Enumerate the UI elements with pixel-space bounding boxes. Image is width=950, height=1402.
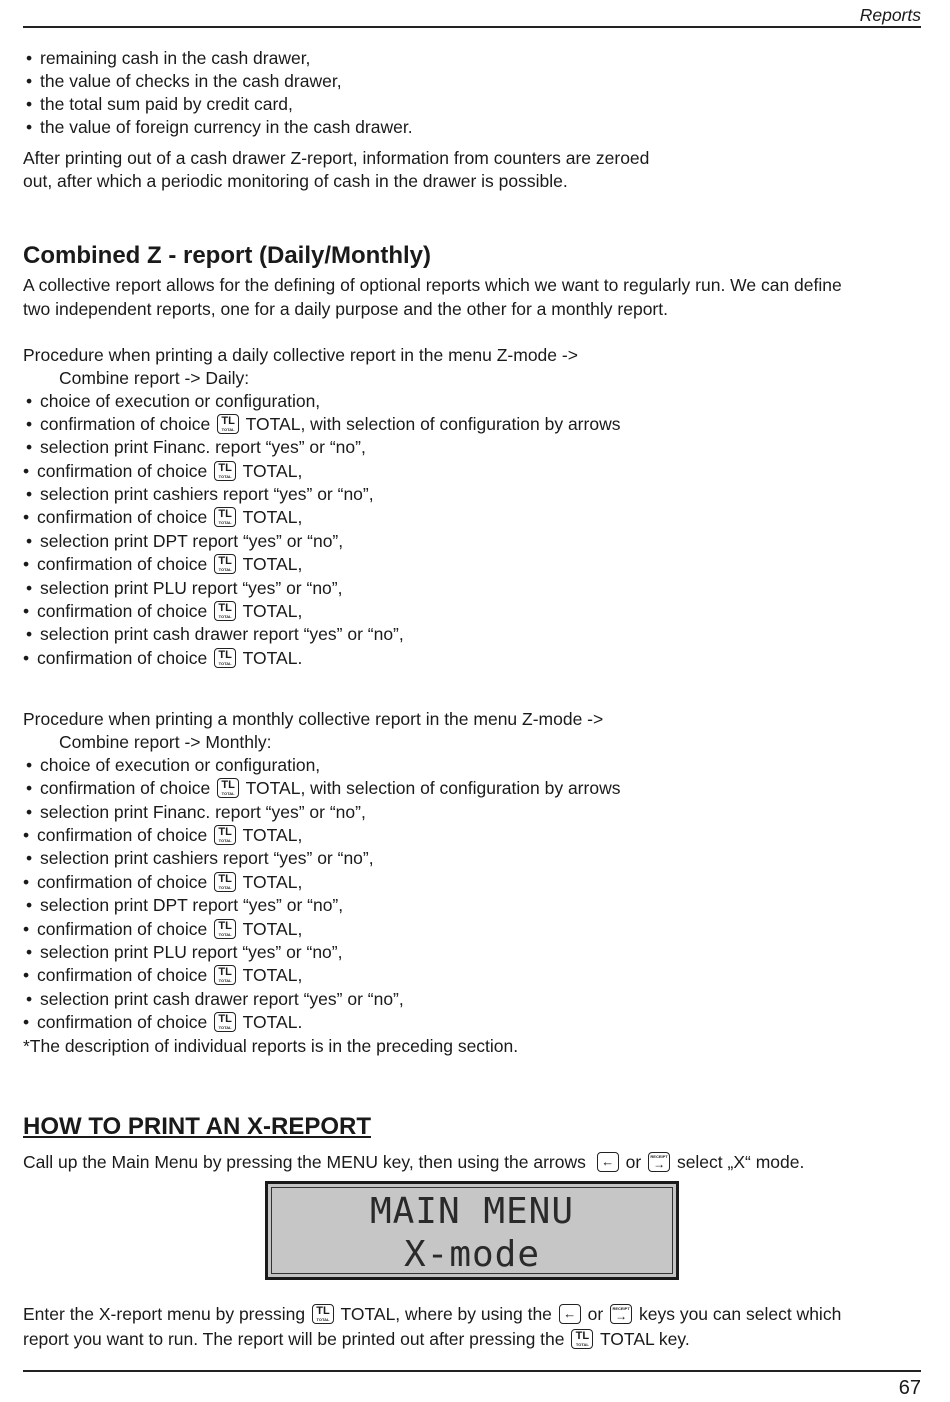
list-item: • confirmation of choice TL TOTAL TOTAL, [23, 825, 303, 845]
lcd-screen [271, 1187, 673, 1274]
left-arrow-key-icon: ← [559, 1304, 581, 1324]
tl-total-key-icon: TL TOTAL [214, 919, 236, 939]
tl-total-key-icon: TL TOTAL [214, 648, 236, 668]
list-item: • the value of checks in the cash drawer, [26, 71, 342, 91]
page-number: 67 [898, 1377, 921, 1399]
tl-total-key-icon: TL TOTAL [214, 601, 236, 621]
list-item: • the total sum paid by credit card, [26, 94, 293, 114]
list-item: • confirmation of choice TL TOTAL TOTAL, with selection of configuration by arrows [26, 778, 621, 798]
tl-total-key-icon: TL TOTAL [214, 554, 236, 574]
list-item: • confirmation of choice TL TOTAL TOTAL. [23, 648, 303, 668]
running-header: Reports [859, 5, 921, 25]
header-rule [23, 26, 921, 28]
list-item: • selection print DPT report “yes” or “no”, [26, 895, 344, 915]
paragraph-line: report you want to run. The report will be printed out after pressing the TL TOTAL TOTAL key. [23, 1329, 690, 1349]
receipt-key-icon: RECEIPT → [610, 1304, 632, 1324]
list-item: • the value of foreign currency in the cash drawer. [26, 117, 413, 137]
tl-total-key-icon: TL TOTAL [217, 778, 239, 798]
tl-total-key-icon: TL TOTAL [217, 414, 239, 434]
lcd-line-1: MAIN MENU [369, 1191, 575, 1232]
list-item: • selection print cashiers report “yes” or “no”, [26, 848, 374, 868]
list-item: • remaining cash in the cash drawer, [26, 48, 311, 68]
tl-total-key-icon: TL TOTAL [214, 1012, 236, 1032]
tl-total-key-icon: TL TOTAL [214, 825, 236, 845]
paragraph-line: After printing out of a cash drawer Z-report, information from counters are zeroed [23, 148, 650, 168]
list-item: • confirmation of choice TL TOTAL TOTAL, [23, 507, 303, 527]
section-title: Combined Z - report (Daily/Monthly) [23, 242, 431, 269]
paragraph-line: out, after which a periodic monitoring of cash in the drawer is possible. [23, 171, 568, 191]
procedure-intro: Procedure when printing a monthly collective report in the menu Z-mode -> [23, 709, 604, 729]
list-item: • confirmation of choice TL TOTAL TOTAL, [23, 554, 303, 574]
list-item: • selection print DPT report “yes” or “no”, [26, 531, 344, 551]
section-title: HOW TO PRINT AN X-REPORT [23, 1113, 371, 1140]
list-item: • selection print PLU report “yes” or “no”, [26, 942, 343, 962]
list-item: • selection print cash drawer report “yes” or “no”, [26, 989, 404, 1009]
list-item: • confirmation of choice TL TOTAL TOTAL, with selection of configuration by arrows [26, 414, 621, 434]
tl-total-key-icon: TL TOTAL [214, 965, 236, 985]
list-item: • confirmation of choice TL TOTAL TOTAL, [23, 601, 303, 621]
list-item: • confirmation of choice TL TOTAL TOTAL. [23, 1012, 303, 1032]
list-item: • choice of execution or configuration, [26, 755, 321, 775]
footnote: *The description of individual reports is in the preceding section. [23, 1036, 519, 1056]
list-item: • confirmation of choice TL TOTAL TOTAL, [23, 965, 303, 985]
procedure-path: Combine report -> Monthly: [59, 732, 272, 752]
list-item: • confirmation of choice TL TOTAL TOTAL, [23, 461, 303, 481]
list-item: • selection print cashiers report “yes” or “no”, [26, 484, 374, 504]
paragraph-line: two independent reports, one for a daily purpose and the other for a monthly report. [23, 299, 668, 319]
receipt-key-icon: RECEIPT → [648, 1152, 670, 1172]
tl-total-key-icon: TL TOTAL [214, 507, 236, 527]
tl-total-key-icon: TL TOTAL [312, 1304, 334, 1324]
procedure-path: Combine report -> Daily: [59, 368, 250, 388]
tl-total-key-icon: TL TOTAL [214, 461, 236, 481]
footer-rule [23, 1370, 921, 1372]
procedure-intro: Procedure when printing a daily collective report in the menu Z-mode -> [23, 345, 578, 365]
paragraph-line: Call up the Main Menu by pressing the MENU key, then using the arrows ← or RECEIPT → select „X“ mode. [23, 1152, 805, 1172]
list-item: • selection print cash drawer report “yes” or “no”, [26, 624, 404, 644]
list-item: • confirmation of choice TL TOTAL TOTAL, [23, 919, 303, 939]
paragraph-line: Enter the X-report menu by pressing TL TOTAL TOTAL, where by using the ← or RECEIPT → keys you can select which [23, 1304, 842, 1324]
lcd-line-2: X-mode [403, 1234, 541, 1275]
list-item: • selection print Financ. report “yes” or “no”, [26, 802, 366, 822]
list-item: • selection print PLU report “yes” or “no”, [26, 578, 343, 598]
lcd-display [265, 1181, 679, 1280]
tl-total-key-icon: TL TOTAL [214, 872, 236, 892]
list-item: • confirmation of choice TL TOTAL TOTAL, [23, 872, 303, 892]
paragraph-line: A collective report allows for the defining of optional reports which we want to regularly run. We can define [23, 275, 842, 295]
list-item: • choice of execution or configuration, [26, 391, 321, 411]
tl-total-key-icon: TL TOTAL [571, 1329, 593, 1349]
list-item: • selection print Financ. report “yes” or “no”, [26, 437, 366, 457]
left-arrow-key-icon: ← [597, 1152, 619, 1172]
